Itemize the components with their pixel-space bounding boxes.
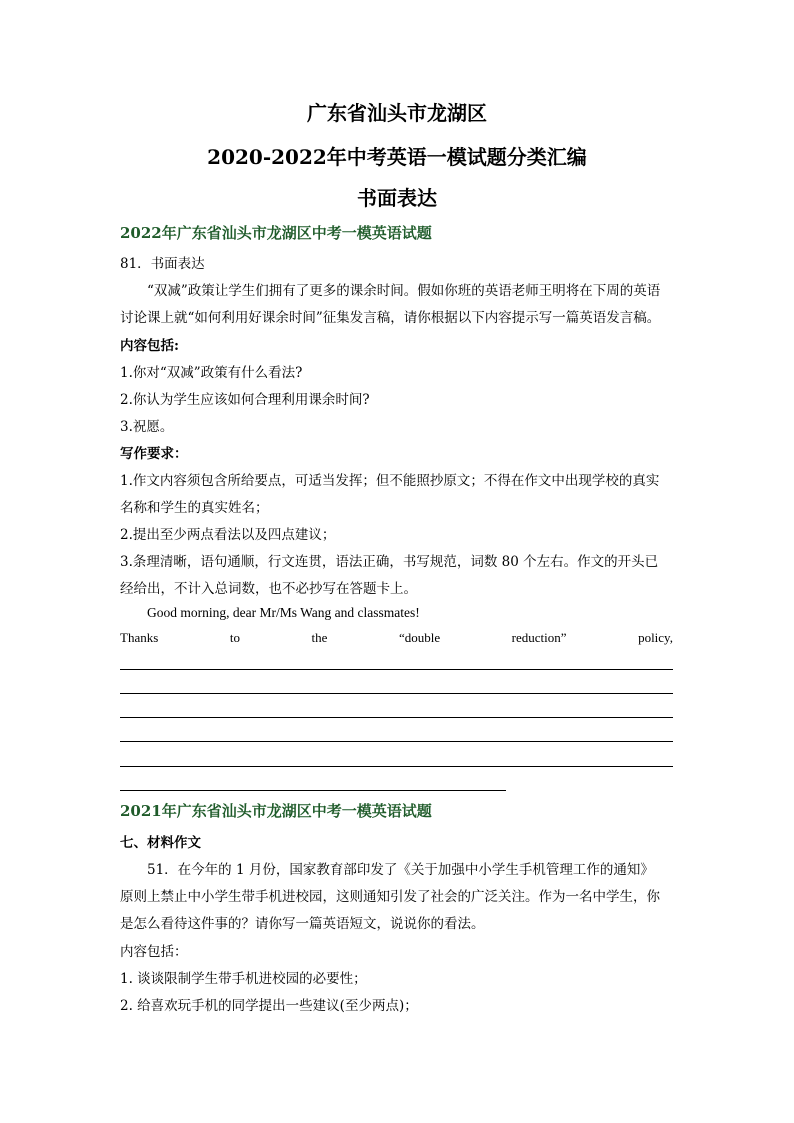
opening-word: Thanks [120,630,159,645]
title-line-3: 书面表达 [357,186,437,210]
content-2021-item: 1. 谈谈限制学生带手机进校园的必要性； [120,971,367,987]
content-heading: 内容包括: [120,338,179,354]
prompt-2021-line: 51．在今年的 1 月份，国家教育部印发了《关于加强中小学生手机管理工作的通知》 [147,862,654,878]
requirement-line: 经给出，不计入总词数，也不必抄写在答题卡上。 [120,581,417,597]
title-line-1: 广东省汕头市龙湖区 [307,101,487,125]
opening-word: to [229,630,240,645]
answer-line [120,766,673,767]
content-item: 2.你认为学生应该如何合理利用课余时间? [120,392,370,408]
section-2022-heading: 2022年广东省汕头市龙湖区中考一模英语试题 [120,224,432,242]
section-2021-heading: 2021年广东省汕头市龙湖区中考一模英语试题 [120,802,432,820]
prompt-2021-line: 原则上禁止中小学生带手机进校园，这则通知引发了社会的广泛关注。作为一名中学生，你 [120,889,660,905]
prompt-line-2: 讨论课上就“如何利用好课余时间”征集发言稿，请你根据以下内容提示写一篇英语发言稿。 [120,310,661,326]
opening-word: policy, [638,630,673,645]
answer-line [120,717,673,718]
answer-line [120,693,673,694]
question-81-label: 81．书面表达 [120,256,205,272]
content-2021-heading: 内容包括： [120,944,188,960]
content-item: 1.你对“双减”政策有什么看法? [120,365,303,381]
requirements-heading: 写作要求： [120,446,188,462]
opening-word: reduction” [511,630,567,645]
requirement-line: 1.作文内容须包含所给要点，可适当发挥；但不能照抄原文；不得在作文中出现学校的真实 [120,473,660,489]
content-item: 3.祝愿。 [120,419,174,435]
essay-greeting: Good morning, dear Mr/Ms Wang and classmates! [147,605,420,620]
requirement-line: 名称和学生的真实姓名； [120,500,269,516]
prompt-2021-line: 是怎么看待这件事的？请你写一篇英语短文，说说你的看法。 [120,916,485,932]
answer-line [120,669,673,670]
essay-opening-line [120,630,673,646]
requirement-line: 3.条理清晰，语句通顺，行文连贯，语法正确，书写规范，词数 80 个左右。作文的开头已 [120,554,659,570]
answer-line [120,790,506,791]
title-line-2: 2020-2022年中考英语一模试题分类汇编 [207,145,587,169]
content-2021-item: 2. 给喜欢玩手机的同学提出一些建议(至少两点)； [120,998,418,1014]
answer-line [120,741,673,742]
opening-word: “double [398,630,441,645]
opening-word: the [311,630,328,645]
prompt-line-1: “双减”政策让学生们拥有了更多的课余时间。假如你班的英语老师王明将在下周的英语 [147,283,661,299]
requirement-line: 2.提出至少两点看法以及四点建议； [120,527,336,543]
section-2021-subheading: 七、材料作文 [120,835,201,851]
